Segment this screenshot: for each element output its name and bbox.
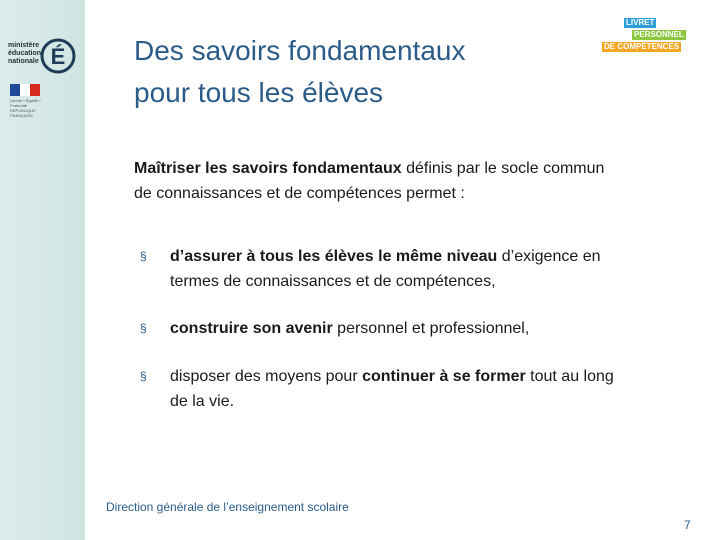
footer-text: Direction générale de l’enseignement scolaire [106,500,349,514]
intro-bold: Maîtriser les savoirs fondamentaux [134,160,402,177]
brand-line-1: LIVRET [626,18,655,27]
bullet-marker-icon: § [140,321,147,335]
logo-word-2: éducation [8,50,42,57]
republic-flag-icon [10,84,40,96]
bullet-text [170,244,675,294]
bullet-marker-icon: § [140,369,147,383]
bullet-rest: tout au long [525,368,614,385]
title-line-1: Des savoirs fondamentaux [134,35,466,66]
livret-brand-logo [602,18,686,64]
logo-word-3: nationale [8,58,39,65]
bullet-rest: d’exigence en [497,248,601,265]
page-number: 7 [684,518,691,532]
logo-word-1: ministère [8,42,40,49]
ministry-logo [8,26,76,118]
bullet-line-2: termes de connaissances et de compétences, [170,273,496,290]
brand-line-2: PERSONNEL [634,30,684,39]
bullet-line-2: de la vie. [170,393,235,410]
bullet-marker-icon: § [140,249,147,263]
title-line-2: pour tous les élèves [134,77,384,108]
bullet-pre: disposer des moyens pour [170,368,363,385]
brand-line-3: DE COMPÉTENCES [604,42,680,51]
bullet-text [170,316,675,341]
logo-e-icon [40,26,76,76]
bullet-bold: d’assurer à tous les élèves le même niveau [170,248,498,265]
intro-line-1 [134,156,674,181]
intro-paragraph [134,156,674,206]
bullet-rest: personnel et professionnel, [332,320,530,337]
bullet-bold: continuer à se former [362,368,526,385]
intro-rest: définis par le socle commun [401,160,605,177]
slide-title [134,30,574,114]
bullet-text [170,364,675,414]
republic-caption: Liberté • Égalité • Fraternité RÉPUBLIQUE FRANÇAISE [10,98,41,118]
bullet-bold: construire son avenir [170,320,333,337]
logo-letter: É [50,44,66,69]
intro-line-2: de connaissances et de compétences permet : [134,185,465,202]
